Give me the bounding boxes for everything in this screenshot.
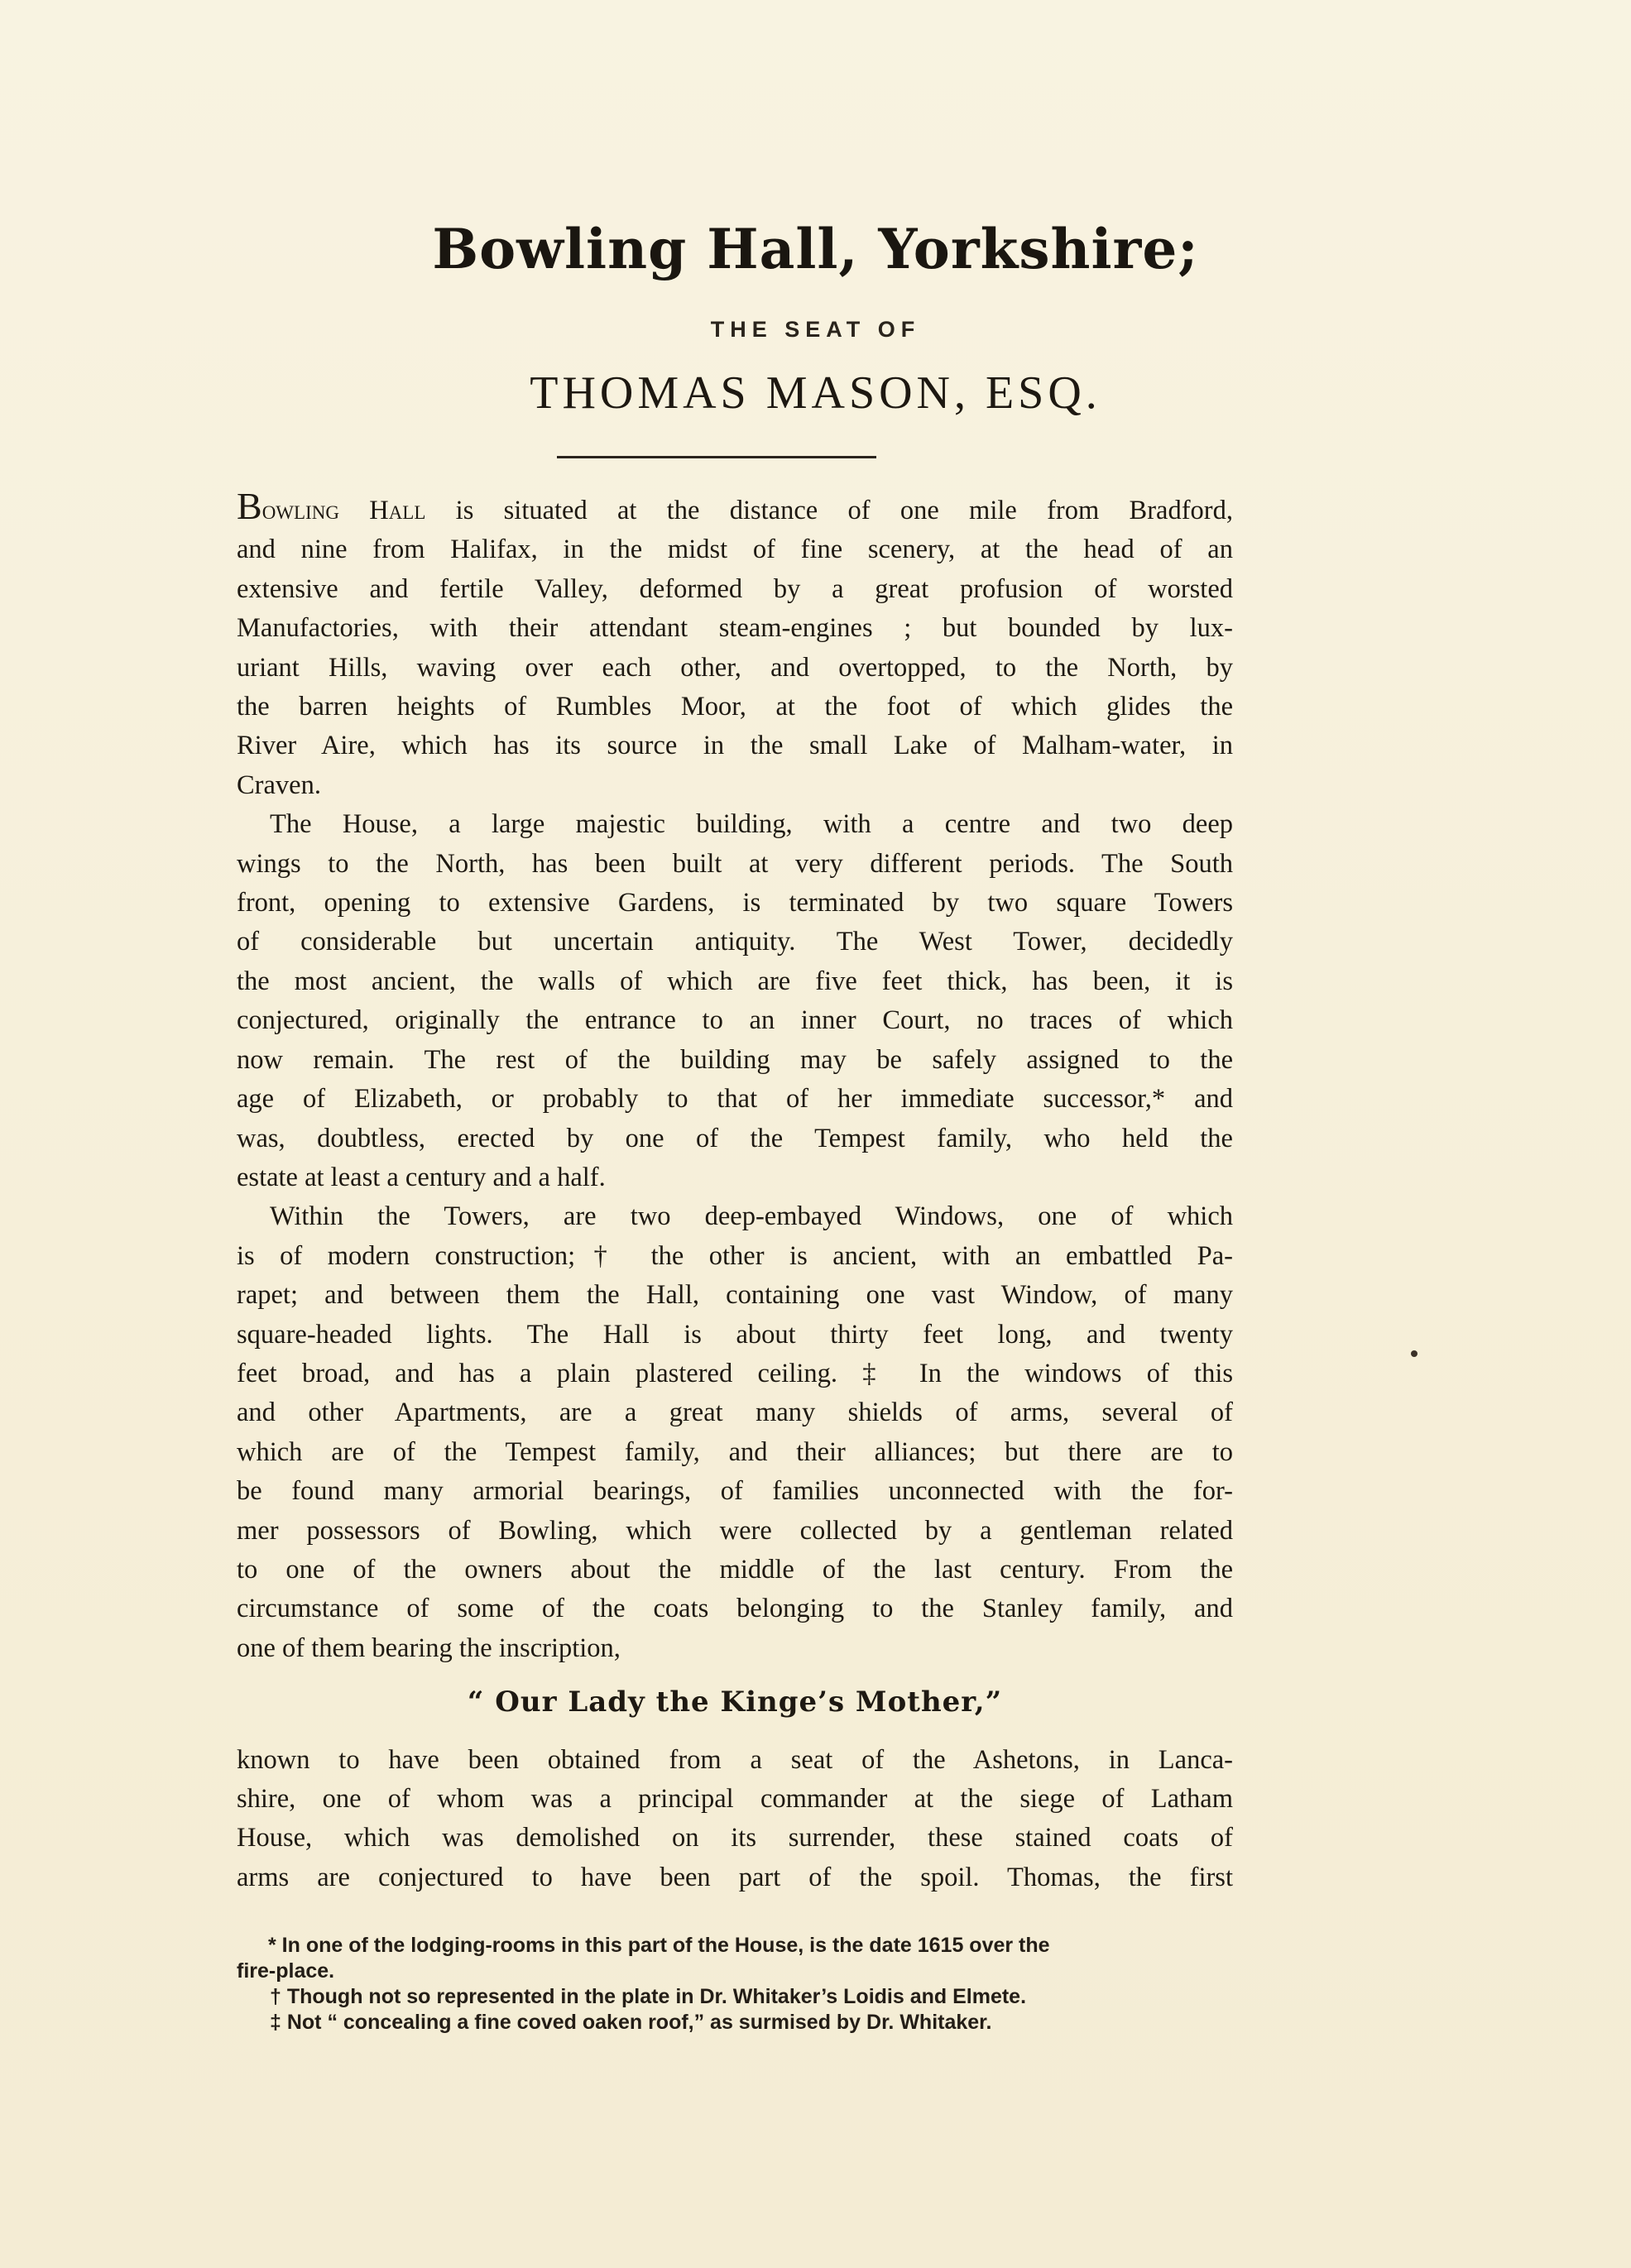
text-line: to one of the owners about the middle of the last century. From the [237, 1554, 1233, 1585]
drop-cap: B [237, 485, 262, 527]
footnote: ‡ Not “ concealing a fine coved oaken roof,” as surmised by Dr. Whitaker. [270, 2011, 992, 2034]
paragraph-3 [237, 1197, 1233, 1668]
footnotes [237, 1933, 1233, 2035]
text-line: arms are conjectured to have been part of the spoil. Thomas, the first [237, 1862, 1233, 1892]
footnote: † Though not so represented in the plate in Dr. Whitaker’s Loidis and Elmete. [270, 1985, 1027, 2008]
text-line: now remain. The rest of the building may be safely assigned to the [237, 1044, 1233, 1075]
text-line: of considerable but uncertain antiquity. The West Tower, decidedly [237, 927, 1233, 957]
text-line: was, doubtless, erected by one of the Tempest family, who held the [237, 1123, 1233, 1153]
text-line: known to have been obtained from a seat of the Ashetons, in Lanca- [237, 1744, 1233, 1775]
paragraph-4 [237, 1741, 1233, 1898]
footnote-continuation: fire-place. [237, 1959, 335, 1983]
footnote: * In one of the lodging-rooms in this part of the House, is the date 1615 over the [268, 1934, 1050, 1957]
small-caps-word: Hall [369, 496, 426, 525]
text-line: Within the Towers, are two deep-embayed Windows, one of which [270, 1201, 1233, 1232]
text-line: House, which was demolished on its surrender, these stained coats of [237, 1823, 1233, 1853]
text-line: conjectured, originally the entrance to an inner Court, no traces of which [237, 1005, 1233, 1036]
text-line: the barren heights of Rumbles Moor, at the foot of which glides the [237, 692, 1233, 722]
text-line: front, opening to extensive Gardens, is terminated by two square Towers [237, 888, 1233, 918]
paragraph-1 [237, 487, 1233, 805]
text-line: be found many armorial bearings, of families unconnected with the for- [237, 1476, 1233, 1507]
text-line: and other Apartments, are a great many shields of arms, several of [237, 1398, 1233, 1428]
text-line: circumstance of some of the coats belonging to the Stanley family, and [237, 1594, 1233, 1624]
body-text [237, 487, 1233, 1897]
text-line: Manufactories, with their attendant steam-engines ; but bounded by lux- [237, 613, 1233, 644]
paragraph-2 [237, 805, 1233, 1197]
page-subtitle: THE SEAT OF [710, 317, 921, 342]
text-line: wings to the North, has been built at very different periods. The South [237, 848, 1233, 879]
text-line: feet broad, and has a plain plastered ceiling. ‡ In the windows of this [237, 1358, 1233, 1388]
text-line [237, 487, 1233, 530]
inscription-quote: “ Our Lady the Kinge’s Mother,” [467, 1685, 1003, 1719]
text-line: and nine from Halifax, in the midst of fine scenery, at the head of an [237, 535, 1233, 565]
text-line: the most ancient, the walls of which are five feet thick, has been, it is [237, 966, 1233, 996]
text-line: extensive and fertile Valley, deformed by a great profusion of worsted [237, 573, 1233, 604]
title-divider [557, 456, 876, 458]
text-line: uriant Hills, waving over each other, and overtopped, to the North, by [237, 652, 1233, 683]
ink-speck [1411, 1350, 1418, 1357]
text-line: shire, one of whom was a principal commander at the siege of Latham [237, 1784, 1233, 1814]
text-line: mer possessors of Bowling, which were collected by a gentleman related [237, 1515, 1233, 1546]
text-line: River Aire, which has its source in the small Lake of Malham-water, in [237, 731, 1233, 761]
text-line: rapet; and between them the Hall, containing one vast Window, of many [237, 1280, 1233, 1311]
text-line: The House, a large majestic building, with a centre and two deep [270, 809, 1233, 840]
line-text: is situated at the distance of one mile from Bradford, [425, 496, 1233, 525]
owner-name: THOMAS MASON, ESQ. [530, 367, 1101, 419]
text-line: square-headed lights. The Hall is about thirty feet long, and twenty [237, 1319, 1233, 1350]
text-line: one of them bearing the inscription, [237, 1633, 621, 1663]
small-caps-word: owling [261, 496, 339, 525]
page-title: Bowling Hall, Yorkshire; [432, 217, 1199, 281]
text-line: Craven. [237, 770, 321, 800]
text-line: is of modern construction;† the other is ancient, with an embattled Pa- [237, 1240, 1233, 1271]
text-line: which are of the Tempest family, and their alliances; but there are to [237, 1436, 1233, 1467]
text-line: estate at least a century and a half. [237, 1162, 606, 1192]
text-line: age of Elizabeth, or probably to that of her immediate successor,* and [237, 1084, 1233, 1115]
